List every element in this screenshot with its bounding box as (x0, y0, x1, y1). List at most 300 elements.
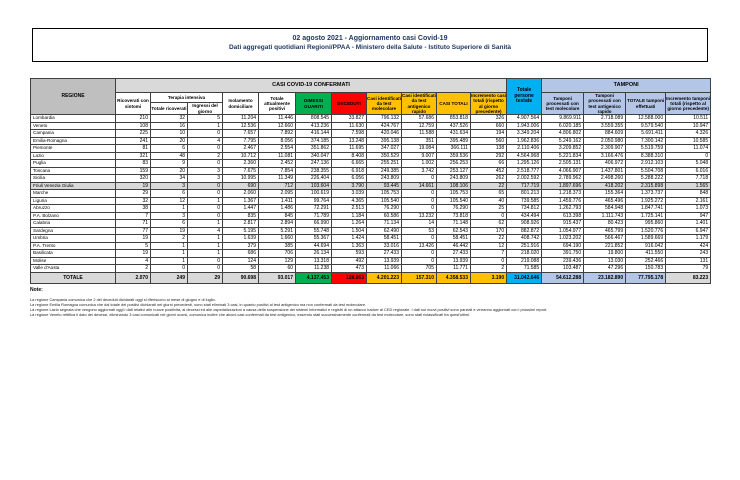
value-cell: 19 (116, 182, 151, 190)
value-cell: 170 (471, 227, 507, 235)
region-name-cell: Liguria (31, 197, 116, 205)
value-cell: 6.947 (666, 227, 711, 235)
value-cell: 1 (151, 242, 188, 250)
value-cell: 4.066.907 (542, 167, 584, 175)
value-cell: 11.630 (332, 122, 367, 130)
value-cell: 11.695 (332, 145, 367, 153)
value-cell: 9.869.911 (542, 115, 584, 123)
value-cell: 6 (151, 220, 188, 228)
value-cell: 1.262.793 (542, 205, 584, 213)
region-name-cell: Veneto (31, 122, 116, 130)
value-cell: 73.818 (437, 212, 471, 220)
value-cell: 247.136 (296, 160, 332, 168)
value-cell: 243.809 (367, 175, 402, 183)
region-name-cell: Sicilia (31, 175, 116, 183)
header-ti-ingressi-giorno: Ingressi del giorno (188, 103, 223, 115)
value-cell: 20 (151, 167, 188, 175)
value-cell: 5.291 (259, 227, 296, 235)
value-cell: 71.148 (437, 220, 471, 228)
header-totale-tamponi: TOTALE tamponi effettuati (626, 93, 666, 115)
value-cell: 26.134 (296, 250, 332, 258)
region-name-cell: Lombardia (31, 115, 116, 123)
value-cell: 2.554 (259, 145, 296, 153)
value-cell: 14 (402, 220, 437, 228)
value-cell: 3.039 (332, 190, 367, 198)
header-band-tamponi: TAMPONI (542, 79, 711, 93)
value-cell: 5.288.222 (626, 175, 666, 183)
value-cell: 734.812 (507, 205, 542, 213)
value-cell: 66 (471, 160, 507, 168)
table-row (31, 235, 711, 243)
value-cell: 395.138 (367, 137, 402, 145)
value-cell: 225 (116, 130, 151, 138)
value-cell: 1.401 (666, 220, 711, 228)
value-cell: 71.585 (507, 265, 542, 273)
value-cell: 60.586 (367, 212, 402, 220)
value-cell: 12 (151, 197, 188, 205)
value-cell: 12.588.000 (626, 115, 666, 123)
value-cell: 848 (666, 190, 711, 198)
value-cell: 1.218.373 (542, 190, 584, 198)
value-cell: 593 (332, 250, 367, 258)
value-cell: 424.767 (367, 122, 402, 130)
value-cell: 33.016 (367, 242, 402, 250)
value-cell: 5.504.708 (626, 167, 666, 175)
value-cell: 47.296 (584, 265, 626, 273)
value-cell: 2.789.962 (542, 175, 584, 183)
value-cell: 292 (471, 152, 507, 160)
value-cell: 916.042 (626, 242, 666, 250)
value-cell: 1.520.776 (626, 227, 666, 235)
value-cell: 12.759 (402, 122, 437, 130)
total-value-cell: 90.698 (223, 272, 259, 283)
value-cell: 7 (471, 250, 507, 258)
value-cell: 379 (223, 242, 259, 250)
value-cell: 22 (471, 235, 507, 243)
total-value-cell: 4.137.453 (296, 272, 332, 283)
header-regione: REGIONE (31, 79, 116, 115)
region-name-cell: Basilicata (31, 250, 116, 258)
value-cell: 7.300.142 (626, 137, 666, 145)
value-cell: 60 (259, 265, 296, 273)
total-value-cell: 83.223 (666, 272, 711, 283)
value-cell: 4 (188, 137, 223, 145)
value-cell: 249.385 (367, 167, 402, 175)
value-cell: 705 (402, 265, 437, 273)
value-cell: 8.388.310 (626, 152, 666, 160)
value-cell: 0 (402, 205, 437, 213)
value-cell: 252.466 (626, 257, 666, 265)
value-cell: 416.144 (296, 130, 332, 138)
region-name-cell: Calabria (31, 220, 116, 228)
value-cell: 253.127 (437, 167, 471, 175)
value-cell: 55.367 (296, 235, 332, 243)
value-cell: 2.060 (223, 190, 259, 198)
value-cell: 124 (223, 257, 259, 265)
value-cell: 0 (402, 250, 437, 258)
value-cell: 62 (471, 220, 507, 228)
value-cell: 374.185 (296, 137, 332, 145)
value-cell: 2.912.103 (626, 160, 666, 168)
table-row (31, 242, 711, 250)
value-cell: 431.634 (437, 130, 471, 138)
value-cell: 3 (188, 175, 223, 183)
value-cell: 7.718 (666, 175, 711, 183)
value-cell: 2.718.089 (584, 115, 626, 123)
table-row (31, 160, 711, 168)
value-cell: 2.452 (259, 160, 296, 168)
value-cell: 58 (223, 265, 259, 273)
value-cell: 6.918 (332, 167, 367, 175)
table-row (31, 250, 711, 258)
value-cell: 22 (471, 182, 507, 190)
value-cell: 71 (116, 220, 151, 228)
value-cell: 44.694 (296, 242, 332, 250)
value-cell: 3 (151, 182, 188, 190)
value-cell: 0 (402, 257, 437, 265)
value-cell: 238.355 (296, 167, 332, 175)
total-row (31, 272, 711, 283)
value-cell: 0 (188, 160, 223, 168)
value-cell: 1.897.696 (542, 182, 584, 190)
value-cell: 1.367 (223, 197, 259, 205)
value-cell: 1.424 (332, 235, 367, 243)
value-cell: 11.081 (259, 152, 296, 160)
value-cell: 1.660 (259, 235, 296, 243)
report-subtitle: Dati aggregati quotidiani Regioni/PPAA - Ministero della Salute - Istituto Superiore di Sanità (228, 44, 512, 51)
region-name-cell: Molise (31, 257, 116, 265)
value-cell: 77 (116, 227, 151, 235)
table-row (31, 137, 711, 145)
value-cell: 11.771 (437, 265, 471, 273)
table-row (31, 197, 711, 205)
value-cell: 424 (666, 242, 711, 250)
table-header (31, 79, 711, 115)
value-cell: 2.002.592 (507, 175, 542, 183)
table-row (31, 130, 711, 138)
region-name-cell: Emilia-Romagna (31, 137, 116, 145)
table-row (31, 152, 711, 160)
total-value-cell: 249 (151, 272, 188, 283)
value-cell: 108.106 (437, 182, 471, 190)
value-cell: 13.318 (296, 257, 332, 265)
value-cell: 11.074 (666, 145, 711, 153)
value-cell: 13.030 (584, 257, 626, 265)
value-cell: 6.665 (332, 160, 367, 168)
value-cell: 0 (402, 197, 437, 205)
value-cell: 10.511 (666, 115, 711, 123)
value-cell: 93.445 (367, 182, 402, 190)
value-cell: 584.948 (584, 205, 626, 213)
value-cell: 7.598 (332, 130, 367, 138)
value-cell: 4.564.968 (507, 152, 542, 160)
region-name-cell: Friuli Venezia Giulia (31, 182, 116, 190)
value-cell: 4.365 (332, 197, 367, 205)
value-cell: 80.423 (584, 220, 626, 228)
notes-title: Note: (30, 287, 43, 293)
value-cell: 366.111 (437, 145, 471, 153)
value-cell: 2.505.131 (542, 160, 584, 168)
value-cell: 1.411 (259, 197, 296, 205)
value-cell: 1.264 (332, 220, 367, 228)
value-cell: 105.753 (367, 190, 402, 198)
value-cell: 717.719 (507, 182, 542, 190)
value-cell: 801.213 (507, 190, 542, 198)
total-value-cell: 77.795.178 (626, 272, 666, 283)
region-name-cell: Piemonte (31, 145, 116, 153)
value-cell: 11.349 (259, 175, 296, 183)
value-cell: 660 (471, 122, 507, 130)
note-line: La regione Veneto rettifica il dato dei decessi, eliminando 3 casi comunicati nei giorni scorsi, comunica inoltre che alcuni casi confermati da test antigenico, essendo stati successivamente confermati da test molecolare, sono stati riclassificati tra quest'ultimi. (30, 312, 471, 317)
value-cell: 340.047 (296, 152, 332, 160)
value-cell: 12.660 (259, 122, 296, 130)
value-cell: 27.433 (367, 250, 402, 258)
note-line: La regione Emilia Romagna comunica che dal totale dei positivi dichiarati nei giorni precedenti, sono stati eliminati 3 casi, in quanto positivi al test antigenico ma non confermati da test molecolare. (30, 302, 367, 307)
value-cell: 1.437.801 (584, 167, 626, 175)
value-cell: 2.467 (223, 145, 259, 153)
value-cell: 566.467 (584, 235, 626, 243)
value-cell: 4.326 (666, 130, 711, 138)
value-cell: 3.742 (402, 167, 437, 175)
header-incremento-casi-totali: Incremento casi totali (rispetto al giorno precedente) (471, 93, 507, 114)
value-cell: 1.184 (332, 212, 367, 220)
value-cell: 1.486 (259, 205, 296, 213)
value-cell: 5.249.162 (542, 137, 584, 145)
value-cell: 3.349.204 (507, 130, 542, 138)
value-cell: 10.995 (223, 175, 259, 183)
value-cell: 81 (116, 145, 151, 153)
value-cell: 613.398 (542, 212, 584, 220)
value-cell: 706 (259, 250, 296, 258)
value-cell: 835 (223, 212, 259, 220)
value-cell: 347.027 (367, 145, 402, 153)
value-cell: 10.712 (223, 152, 259, 160)
value-cell: 219.088 (507, 257, 542, 265)
table-row (31, 167, 711, 175)
header-band-casi-confermati: CASI COVID-19 CONFERMATI (116, 79, 507, 93)
region-name-cell: Marche (31, 190, 116, 198)
value-cell: 99.764 (296, 197, 332, 205)
value-cell: 7.657 (223, 130, 259, 138)
value-cell: 32 (116, 197, 151, 205)
value-cell: 150.783 (626, 265, 666, 273)
value-cell: 694.190 (542, 242, 584, 250)
table-row (31, 115, 711, 123)
value-cell: 251.916 (507, 242, 542, 250)
value-cell: 465.799 (584, 227, 626, 235)
value-cell: 53 (402, 227, 437, 235)
value-cell: 884.609 (584, 130, 626, 138)
table-body (31, 115, 711, 284)
report-title-box (32, 28, 708, 62)
value-cell: 10.585 (666, 137, 711, 145)
region-name-cell: P.A. Trento (31, 242, 116, 250)
value-cell: 7.892 (259, 130, 296, 138)
value-cell: 62.543 (437, 227, 471, 235)
header-ricoverati-con-sintomi: Ricoverati con sintomi (116, 93, 151, 115)
value-cell: 262 (471, 175, 507, 183)
region-name-cell: Puglia (31, 160, 116, 168)
value-cell: 1.459.776 (542, 197, 584, 205)
value-cell: 6.016 (666, 167, 711, 175)
value-cell: 359.536 (437, 152, 471, 160)
value-cell: 492 (332, 257, 367, 265)
value-cell: 243 (666, 250, 711, 258)
value-cell: 19 (116, 235, 151, 243)
value-cell: 739.585 (507, 197, 542, 205)
value-cell: 72.291 (296, 205, 332, 213)
value-cell: 4.907.564 (507, 115, 542, 123)
value-cell: 66.990 (296, 220, 332, 228)
region-name-cell: P.A. Bolzano (31, 212, 116, 220)
value-cell: 239.436 (542, 257, 584, 265)
value-cell: 2.817 (223, 220, 259, 228)
value-cell: 6.020.185 (542, 122, 584, 130)
value-cell: 76.290 (367, 205, 402, 213)
value-cell: 908.926 (507, 220, 542, 228)
value-cell: 3.166.476 (584, 152, 626, 160)
value-cell: 350.529 (367, 152, 402, 160)
value-cell: 33.827 (332, 115, 367, 123)
value-cell: 0 (188, 265, 223, 273)
value-cell: 2 (116, 265, 151, 273)
value-cell: 71.134 (367, 220, 402, 228)
value-cell: 4.806.802 (542, 130, 584, 138)
value-cell: 2.161 (666, 197, 711, 205)
value-cell: 3 (151, 212, 188, 220)
value-cell: 11.446 (259, 115, 296, 123)
value-cell: 320 (116, 175, 151, 183)
value-cell: 7.675 (223, 167, 259, 175)
value-cell: 1 (151, 205, 188, 213)
value-cell: 2.315.898 (626, 182, 666, 190)
value-cell: 418.202 (584, 182, 626, 190)
table-row (31, 265, 711, 273)
value-cell: 5 (116, 242, 151, 250)
header-dimessi-guariti: DIMESSI GUARITI (296, 93, 332, 115)
value-cell: 256.253 (437, 160, 471, 168)
value-cell: 1.073 (666, 205, 711, 213)
header-casi-test-antigenico: Casi identificati da test antigenico rapido (402, 93, 436, 114)
value-cell: 437.526 (437, 122, 471, 130)
value-cell: 19 (116, 250, 151, 258)
value-cell: 16 (151, 122, 188, 130)
value-cell: 0 (402, 190, 437, 198)
value-cell: 1.363 (332, 242, 367, 250)
value-cell: 13.939 (437, 257, 471, 265)
value-cell: 0 (402, 235, 437, 243)
value-cell: 32 (151, 115, 188, 123)
value-cell: 1.725.141 (626, 212, 666, 220)
value-cell: 351 (402, 137, 437, 145)
value-cell: 38 (116, 205, 151, 213)
total-value-cell: 93.017 (259, 272, 296, 283)
value-cell: 1 (188, 250, 223, 258)
value-cell: 2.050.980 (584, 137, 626, 145)
value-cell: 2 (471, 265, 507, 273)
value-cell: 408.742 (507, 235, 542, 243)
value-cell: 13.426 (402, 242, 437, 250)
value-cell: 8.056 (259, 137, 296, 145)
value-cell: 79 (666, 265, 711, 273)
value-cell: 58.451 (437, 235, 471, 243)
region-name-cell: Valle d'Aosta (31, 265, 116, 273)
value-cell: 29 (116, 190, 151, 198)
value-cell: 1 (188, 235, 223, 243)
value-cell: 34 (151, 175, 188, 183)
value-cell: 0 (188, 190, 223, 198)
value-cell: 1.504 (332, 227, 367, 235)
value-cell: 20 (151, 137, 188, 145)
table-row (31, 145, 711, 153)
table-row (31, 175, 711, 183)
value-cell: 11.204 (223, 115, 259, 123)
table-row (31, 227, 711, 235)
value-cell: 58.451 (367, 235, 402, 243)
value-cell: 6.056 (332, 175, 367, 183)
value-cell: 194 (471, 130, 507, 138)
value-cell: 808.545 (296, 115, 332, 123)
table-row (31, 190, 711, 198)
header-ti-totale-ricoverati: Totale ricoverati (151, 103, 188, 115)
value-cell: 11.066 (367, 265, 402, 273)
value-cell: 1.943.006 (507, 122, 542, 130)
value-cell: 321 (116, 152, 151, 160)
value-cell: 712 (259, 182, 296, 190)
value-cell: 255.251 (367, 160, 402, 168)
value-cell: 2.894 (259, 220, 296, 228)
value-cell: 1 (188, 220, 223, 228)
value-cell: 1 (188, 242, 223, 250)
value-cell: 3.790 (332, 182, 367, 190)
total-value-cell: 4.358.533 (437, 272, 471, 283)
value-cell: 882.872 (507, 227, 542, 235)
value-cell: 3.559.355 (584, 122, 626, 130)
table-row (31, 205, 711, 213)
value-cell: 241 (116, 137, 151, 145)
value-cell: 1.295.126 (507, 160, 542, 168)
value-cell: 351.862 (296, 145, 332, 153)
value-cell: 420.046 (367, 130, 402, 138)
value-cell: 0 (188, 145, 223, 153)
value-cell: 1.002 (402, 160, 437, 168)
value-cell: 3 (188, 167, 223, 175)
region-name-cell: Abruzzo (31, 205, 116, 213)
value-cell: 845 (259, 212, 296, 220)
region-name-cell: Sardegna (31, 227, 116, 235)
value-cell: 103.604 (296, 182, 332, 190)
region-name-cell: Campania (31, 130, 116, 138)
value-cell: 1.111.743 (584, 212, 626, 220)
value-cell: 1.179 (666, 235, 711, 243)
total-value-cell: 54.612.288 (542, 272, 584, 283)
value-cell: 105.753 (437, 190, 471, 198)
value-cell: 19 (151, 227, 188, 235)
value-cell: 465.496 (584, 197, 626, 205)
total-value-cell: 3.190 (471, 272, 507, 283)
header-incremento-tamponi: Incremento tamponi totali (rispetto al giorno precedente) (666, 93, 711, 115)
region-name-cell: Toscana (31, 167, 116, 175)
value-cell: 1 (151, 250, 188, 258)
value-cell: 0 (188, 212, 223, 220)
value-cell: 0 (402, 175, 437, 183)
value-cell: 0 (666, 152, 711, 160)
value-cell: 8.408 (332, 152, 367, 160)
value-cell: 1.447 (223, 205, 259, 213)
value-cell: 2.095 (259, 190, 296, 198)
total-value-cell: 23.182.890 (584, 272, 626, 283)
value-cell: 10.947 (666, 122, 711, 130)
